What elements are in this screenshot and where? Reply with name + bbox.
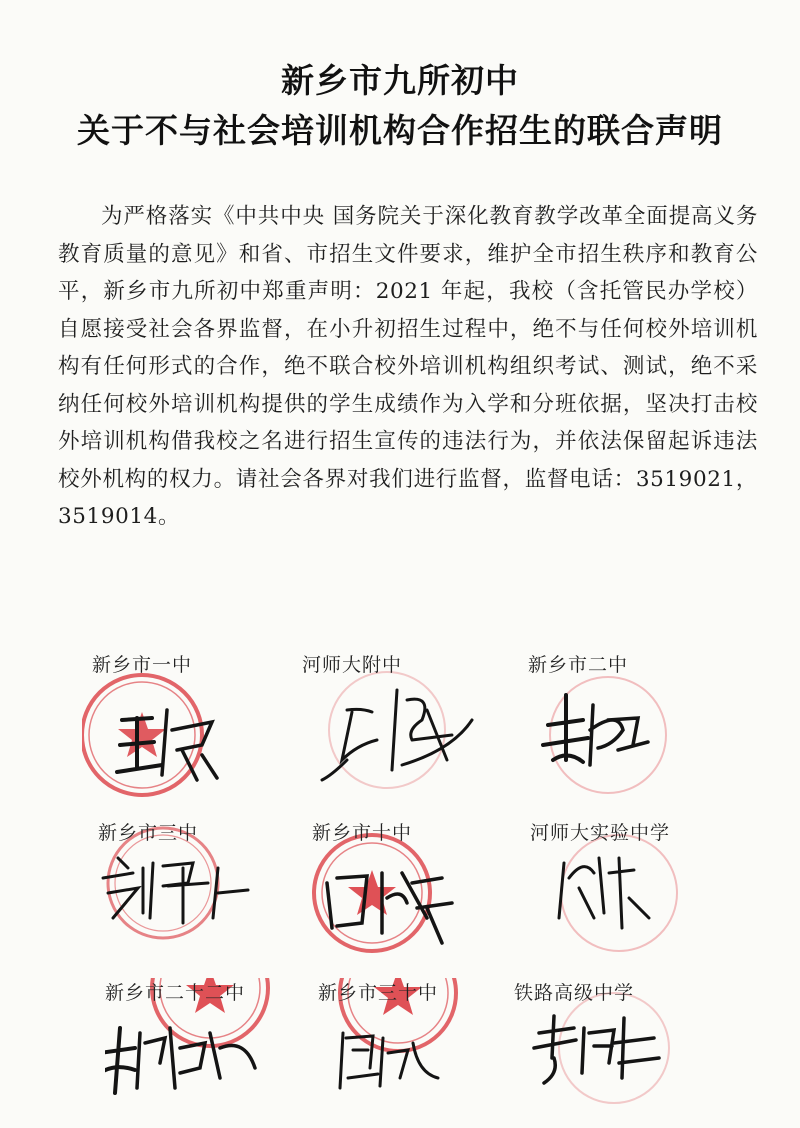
school-name: 新乡市十中 [312,822,413,844]
signature-block [312,818,542,968]
document-title-line1: 新乡市九所初中 [281,61,519,100]
school-name: 新乡市三十中 [318,982,439,1004]
school-name: 铁路高级中学 [514,982,635,1004]
school-name: 河师大附中 [302,654,403,676]
signature-block [514,978,744,1128]
school-name: 新乡市一中 [92,654,193,676]
signature-block [105,978,335,1128]
school-name: 新乡市三中 [98,822,199,844]
signature-block [82,650,312,800]
school-name: 河师大实验中学 [530,822,671,844]
signature-block [528,650,758,800]
statement-paragraph: 为严格落实《中共中央 国务院关于深化教育教学改革全面提高义务教育质量的意见》和省、市招生文件要求，维护全市招生秩序和教育公平，新乡市九所初中郑重声明：2021 年起，我校（含托管民办学校）自愿接受社会各界监督，在小升初招生过程中，绝不与任何校外培训机构有任何形式的合作，绝不联合校外培训机构组织考试、测试，绝不采纳任何校外培训机构提供的学生成绩作为入学和分班依据，坚决打击校外培训机构借我校之名进行招生宣传的违法行为，并依法保留起诉违法校外机构的权力。请社会各界对我们进行监督，监督电话：3519021，3519014。 [58,204,758,529]
school-name: 新乡市二十二中 [105,982,246,1004]
signature-block [302,650,532,800]
school-name: 新乡市二中 [528,654,629,676]
signature-block [98,818,328,968]
document-title-line2: 关于不与社会培训机构合作招生的联合声明 [77,111,723,150]
signature-block [530,818,764,968]
